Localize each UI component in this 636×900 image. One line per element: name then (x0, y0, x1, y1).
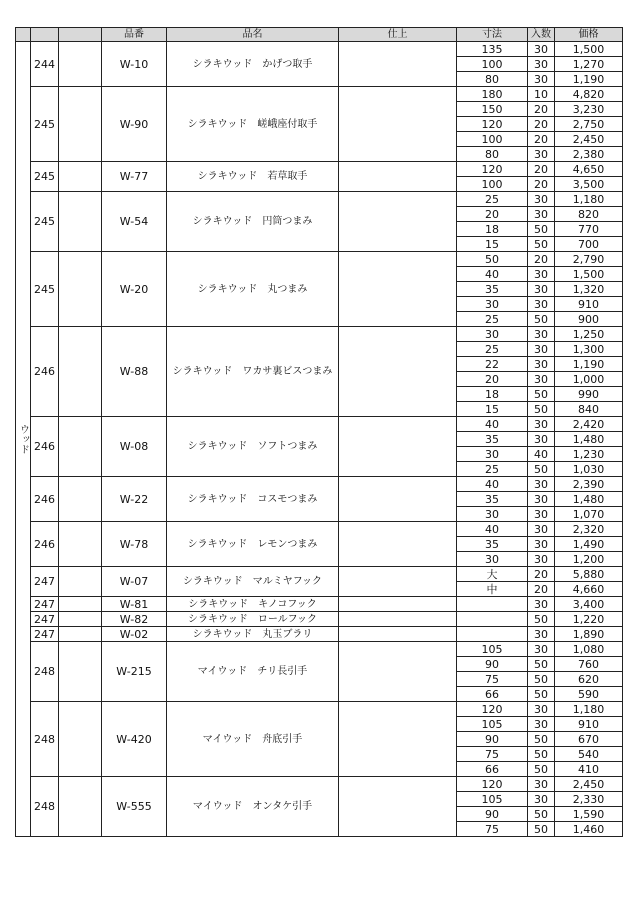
price-cell: 1,500 (555, 267, 623, 282)
finish-cell (339, 42, 457, 87)
quantity-cell: 30 (528, 432, 555, 447)
catalog-page: 247 (31, 567, 59, 597)
size-cell: 75 (457, 747, 528, 762)
quantity-cell: 20 (528, 102, 555, 117)
category-label: ウッド (16, 42, 31, 837)
part-number: W-77 (102, 162, 167, 192)
price-cell: 1,180 (555, 702, 623, 717)
table-row (16, 252, 623, 267)
price-cell: 910 (555, 297, 623, 312)
price-cell: 2,330 (555, 792, 623, 807)
price-cell: 2,450 (555, 777, 623, 792)
finish-cell (339, 567, 457, 597)
product-name: シラキウッド ロールフック (167, 612, 339, 627)
price-cell: 1,270 (555, 57, 623, 72)
price-cell: 2,790 (555, 252, 623, 267)
price-cell: 1,250 (555, 327, 623, 342)
size-cell: 100 (457, 177, 528, 192)
finish-cell (339, 417, 457, 477)
price-cell: 1,890 (555, 627, 623, 642)
blank-cell (59, 702, 102, 777)
product-name: シラキウッド ワカサ裏ビスつまみ (167, 327, 339, 417)
quantity-cell: 20 (528, 132, 555, 147)
price-cell: 2,380 (555, 147, 623, 162)
catalog-page: 244 (31, 42, 59, 87)
size-cell: 120 (457, 162, 528, 177)
catalog-page: 245 (31, 252, 59, 327)
table-header (16, 28, 623, 42)
blank-cell (59, 642, 102, 702)
quantity-cell: 30 (528, 597, 555, 612)
table-row (16, 87, 623, 102)
blank-cell (59, 417, 102, 477)
part-number: W-22 (102, 477, 167, 522)
size-cell: 大 (457, 567, 528, 582)
catalog-page: 246 (31, 327, 59, 417)
finish-cell (339, 477, 457, 522)
price-cell: 700 (555, 237, 623, 252)
product-name: シラキウッド コスモつまみ (167, 477, 339, 522)
header-category (16, 28, 31, 42)
quantity-cell: 30 (528, 417, 555, 432)
quantity-cell: 50 (528, 222, 555, 237)
price-cell: 2,390 (555, 477, 623, 492)
size-cell: 25 (457, 192, 528, 207)
part-number: W-20 (102, 252, 167, 327)
size-cell: 20 (457, 372, 528, 387)
size-cell: 35 (457, 432, 528, 447)
blank-cell (59, 192, 102, 252)
quantity-cell: 30 (528, 342, 555, 357)
price-cell: 1,500 (555, 42, 623, 57)
price-cell: 1,190 (555, 357, 623, 372)
size-cell: 40 (457, 267, 528, 282)
size-cell: 40 (457, 417, 528, 432)
catalog-page: 247 (31, 612, 59, 627)
size-cell: 100 (457, 57, 528, 72)
blank-cell (59, 597, 102, 612)
blank-cell (59, 627, 102, 642)
blank-cell (59, 87, 102, 162)
size-cell: 30 (457, 552, 528, 567)
price-cell: 410 (555, 762, 623, 777)
table-row (16, 567, 623, 582)
table-row (16, 702, 623, 717)
catalog-page: 248 (31, 642, 59, 702)
product-name: シラキウッド 嵯峨座付取手 (167, 87, 339, 162)
table-row (16, 777, 623, 792)
finish-cell (339, 597, 457, 612)
catalog-page: 245 (31, 87, 59, 162)
part-number: W-54 (102, 192, 167, 252)
size-cell: 120 (457, 117, 528, 132)
size-cell: 100 (457, 132, 528, 147)
table-row (16, 627, 623, 642)
blank-cell (59, 252, 102, 327)
finish-cell (339, 87, 457, 162)
table-row (16, 642, 623, 657)
part-number: W-88 (102, 327, 167, 417)
price-cell: 840 (555, 402, 623, 417)
size-cell: 18 (457, 387, 528, 402)
table-row (16, 42, 623, 57)
catalog-page: 247 (31, 597, 59, 612)
quantity-cell: 30 (528, 552, 555, 567)
size-cell: 40 (457, 522, 528, 537)
price-cell: 540 (555, 747, 623, 762)
size-cell: 30 (457, 297, 528, 312)
blank-cell (59, 162, 102, 192)
size-cell: 105 (457, 642, 528, 657)
price-cell: 620 (555, 672, 623, 687)
quantity-cell: 20 (528, 582, 555, 597)
finish-cell (339, 327, 457, 417)
table-row (16, 522, 623, 537)
catalog-page: 246 (31, 522, 59, 567)
part-number: W-215 (102, 642, 167, 702)
part-number: W-78 (102, 522, 167, 567)
quantity-cell: 30 (528, 42, 555, 57)
size-cell: 25 (457, 462, 528, 477)
finish-cell (339, 642, 457, 702)
quantity-cell: 50 (528, 762, 555, 777)
blank-cell (59, 522, 102, 567)
quantity-cell: 30 (528, 522, 555, 537)
price-cell: 1,000 (555, 372, 623, 387)
price-cell: 1,320 (555, 282, 623, 297)
header-finish: 仕上 (339, 28, 457, 42)
price-cell: 1,460 (555, 822, 623, 837)
quantity-cell: 50 (528, 807, 555, 822)
quantity-cell: 30 (528, 777, 555, 792)
catalog-page: 248 (31, 702, 59, 777)
price-list-sheet (15, 27, 622, 837)
finish-cell (339, 192, 457, 252)
size-cell: 35 (457, 492, 528, 507)
price-cell: 910 (555, 717, 623, 732)
quantity-cell: 50 (528, 612, 555, 627)
table-body (16, 42, 623, 837)
part-number: W-81 (102, 597, 167, 612)
part-number: W-02 (102, 627, 167, 642)
price-cell: 1,070 (555, 507, 623, 522)
header-product-name: 品名 (167, 28, 339, 42)
quantity-cell: 30 (528, 297, 555, 312)
table-row (16, 417, 623, 432)
quantity-cell: 50 (528, 747, 555, 762)
price-cell: 990 (555, 387, 623, 402)
table-row (16, 162, 623, 177)
size-cell: 80 (457, 147, 528, 162)
size-cell: 20 (457, 207, 528, 222)
quantity-cell: 20 (528, 252, 555, 267)
part-number: W-555 (102, 777, 167, 837)
price-cell: 1,490 (555, 537, 623, 552)
catalog-page: 246 (31, 417, 59, 477)
price-cell: 590 (555, 687, 623, 702)
size-cell: 66 (457, 687, 528, 702)
blank-cell (59, 477, 102, 522)
quantity-cell: 30 (528, 72, 555, 87)
price-cell: 1,480 (555, 492, 623, 507)
quantity-cell: 20 (528, 567, 555, 582)
price-cell: 1,200 (555, 552, 623, 567)
price-cell: 1,230 (555, 447, 623, 462)
product-name: シラキウッド 円筒つまみ (167, 192, 339, 252)
size-cell: 80 (457, 72, 528, 87)
quantity-cell: 20 (528, 117, 555, 132)
quantity-cell: 30 (528, 702, 555, 717)
product-name: シラキウッド レモンつまみ (167, 522, 339, 567)
size-cell (457, 627, 528, 642)
table-row (16, 327, 623, 342)
header-quantity: 入数 (528, 28, 555, 42)
blank-cell (59, 42, 102, 87)
quantity-cell: 20 (528, 162, 555, 177)
part-number: W-420 (102, 702, 167, 777)
size-cell: 50 (457, 252, 528, 267)
quantity-cell: 30 (528, 642, 555, 657)
size-cell: 90 (457, 807, 528, 822)
size-cell: 90 (457, 732, 528, 747)
price-cell: 770 (555, 222, 623, 237)
finish-cell (339, 612, 457, 627)
size-cell: 120 (457, 702, 528, 717)
product-name: シラキウッド マルミヤフック (167, 567, 339, 597)
price-cell: 5,880 (555, 567, 623, 582)
size-cell: 75 (457, 822, 528, 837)
quantity-cell: 30 (528, 357, 555, 372)
price-cell: 1,590 (555, 807, 623, 822)
size-cell: 22 (457, 357, 528, 372)
quantity-cell: 50 (528, 822, 555, 837)
price-cell: 3,500 (555, 177, 623, 192)
header-part-number: 品番 (102, 28, 167, 42)
size-cell (457, 612, 528, 627)
size-cell: 150 (457, 102, 528, 117)
price-cell: 1,030 (555, 462, 623, 477)
part-number: W-10 (102, 42, 167, 87)
blank-cell (59, 777, 102, 837)
quantity-cell: 30 (528, 717, 555, 732)
price-cell: 1,180 (555, 192, 623, 207)
catalog-page: 247 (31, 627, 59, 642)
size-cell: 180 (457, 87, 528, 102)
size-cell: 中 (457, 582, 528, 597)
finish-cell (339, 777, 457, 837)
quantity-cell: 40 (528, 447, 555, 462)
size-cell: 66 (457, 762, 528, 777)
header-blank (59, 28, 102, 42)
catalog-page: 245 (31, 162, 59, 192)
part-number: W-82 (102, 612, 167, 627)
price-cell: 2,750 (555, 117, 623, 132)
product-name: シラキウッド 若草取手 (167, 162, 339, 192)
price-cell: 4,650 (555, 162, 623, 177)
size-cell: 75 (457, 672, 528, 687)
price-cell: 820 (555, 207, 623, 222)
price-cell: 3,400 (555, 597, 623, 612)
blank-cell (59, 327, 102, 417)
table-row (16, 597, 623, 612)
size-cell: 35 (457, 282, 528, 297)
price-cell: 2,450 (555, 132, 623, 147)
catalog-page: 246 (31, 477, 59, 522)
price-cell: 900 (555, 312, 623, 327)
product-name: シラキウッド 丸玉ブラリ (167, 627, 339, 642)
price-cell: 1,220 (555, 612, 623, 627)
quantity-cell: 50 (528, 732, 555, 747)
size-cell: 105 (457, 717, 528, 732)
finish-cell (339, 162, 457, 192)
product-name: マイウッド オンタケ引手 (167, 777, 339, 837)
product-name: シラキウッド ソフトつまみ (167, 417, 339, 477)
price-cell: 1,080 (555, 642, 623, 657)
quantity-cell: 30 (528, 207, 555, 222)
size-cell: 25 (457, 342, 528, 357)
product-name: シラキウッド かげつ取手 (167, 42, 339, 87)
size-cell: 25 (457, 312, 528, 327)
price-cell: 3,230 (555, 102, 623, 117)
finish-cell (339, 702, 457, 777)
price-cell: 1,300 (555, 342, 623, 357)
finish-cell (339, 627, 457, 642)
quantity-cell: 30 (528, 327, 555, 342)
catalog-page: 245 (31, 192, 59, 252)
price-cell: 670 (555, 732, 623, 747)
part-number: W-90 (102, 87, 167, 162)
quantity-cell: 30 (528, 537, 555, 552)
quantity-cell: 50 (528, 462, 555, 477)
part-number: W-07 (102, 567, 167, 597)
quantity-cell: 30 (528, 192, 555, 207)
blank-cell (59, 567, 102, 597)
quantity-cell: 30 (528, 627, 555, 642)
price-cell: 1,190 (555, 72, 623, 87)
price-cell: 1,480 (555, 432, 623, 447)
catalog-page: 248 (31, 777, 59, 837)
product-name: シラキウッド 丸つまみ (167, 252, 339, 327)
table-row (16, 612, 623, 627)
quantity-cell: 50 (528, 402, 555, 417)
table-row (16, 477, 623, 492)
quantity-cell: 30 (528, 282, 555, 297)
quantity-cell: 50 (528, 312, 555, 327)
quantity-cell: 30 (528, 147, 555, 162)
quantity-cell: 50 (528, 387, 555, 402)
quantity-cell: 30 (528, 492, 555, 507)
finish-cell (339, 522, 457, 567)
product-name: シラキウッド キノコフック (167, 597, 339, 612)
price-cell: 760 (555, 657, 623, 672)
header-size: 寸法 (457, 28, 528, 42)
quantity-cell: 50 (528, 687, 555, 702)
price-cell: 4,820 (555, 87, 623, 102)
size-cell: 120 (457, 777, 528, 792)
size-cell: 18 (457, 222, 528, 237)
price-table (15, 27, 623, 837)
quantity-cell: 50 (528, 237, 555, 252)
quantity-cell: 30 (528, 792, 555, 807)
size-cell: 105 (457, 792, 528, 807)
size-cell: 40 (457, 477, 528, 492)
table-row (16, 192, 623, 207)
size-cell: 30 (457, 327, 528, 342)
quantity-cell: 30 (528, 267, 555, 282)
quantity-cell: 30 (528, 57, 555, 72)
finish-cell (339, 252, 457, 327)
size-cell: 30 (457, 447, 528, 462)
header-page (31, 28, 59, 42)
quantity-cell: 30 (528, 507, 555, 522)
size-cell: 30 (457, 507, 528, 522)
price-cell: 2,320 (555, 522, 623, 537)
product-name: マイウッド チリ長引手 (167, 642, 339, 702)
product-name: マイウッド 舟底引手 (167, 702, 339, 777)
size-cell (457, 597, 528, 612)
blank-cell (59, 612, 102, 627)
size-cell: 90 (457, 657, 528, 672)
price-cell: 4,660 (555, 582, 623, 597)
quantity-cell: 30 (528, 372, 555, 387)
size-cell: 15 (457, 237, 528, 252)
size-cell: 35 (457, 537, 528, 552)
size-cell: 15 (457, 402, 528, 417)
quantity-cell: 30 (528, 477, 555, 492)
quantity-cell: 10 (528, 87, 555, 102)
quantity-cell: 50 (528, 657, 555, 672)
quantity-cell: 20 (528, 177, 555, 192)
quantity-cell: 50 (528, 672, 555, 687)
header-price: 価格 (555, 28, 623, 42)
size-cell: 135 (457, 42, 528, 57)
price-cell: 2,420 (555, 417, 623, 432)
part-number: W-08 (102, 417, 167, 477)
